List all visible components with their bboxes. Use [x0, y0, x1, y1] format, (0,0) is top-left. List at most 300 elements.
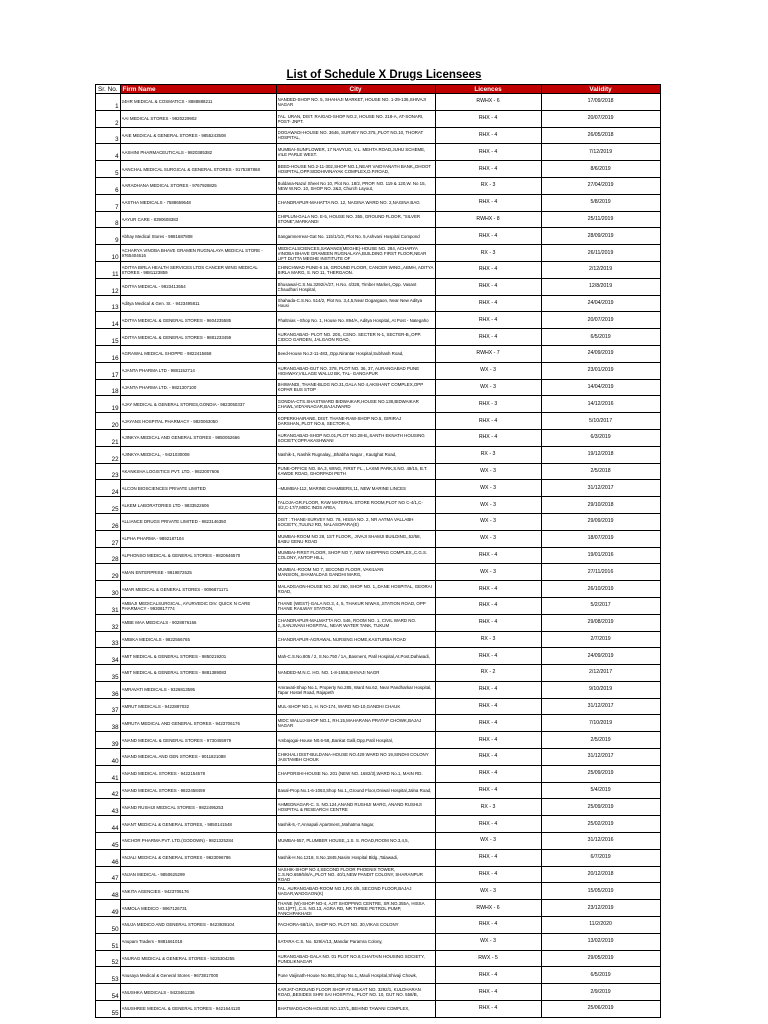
cell-city-text: MIDC WALUJ-SHOP NO.1, RH.15,MAHARANA PRATAP CHOWK,BAJAJ NAGAR — [277, 718, 422, 729]
cell-city — [276, 463, 435, 480]
cell-firm-name — [120, 665, 276, 682]
cell-licence: RHX - 4 — [435, 429, 541, 446]
cell-licence: WX - 3 — [435, 833, 541, 850]
cell-city-text: KARJAT-GROUND FLOOR SHOP AT MILKAT NO. 3292/1, KULDHARAN ROAD,,BESIDES SHRI SAI HOSPITAL, PLOT NO. 10, GUT NO. 558/B, — [277, 987, 421, 998]
cell-firm-name — [120, 547, 276, 564]
cell-validity: 20/07/2019 — [541, 312, 660, 329]
table-row — [96, 463, 661, 480]
cell-city-text: TAL. AURANGABAD-ROOM NO 1,RX 4/5, SECOND FLOOR,BAJAJ NAGAR,WADGAON(K) — [277, 886, 412, 897]
cell-firm-name-text: 24HR MEDICAL & COSMATICS - 8888888211 — [121, 99, 213, 105]
cell-city-text: DIST : THANE-SURVEY NO. 78, HISSA NO. 2, NR AATMA VALLABH SOCIETY,,TULINJ RD, NALASOPARA(E) — [277, 516, 414, 527]
cell-licence: WX - 3 — [435, 530, 541, 547]
table-row — [96, 127, 661, 144]
cell-firm-name — [120, 261, 276, 278]
table-row — [96, 261, 661, 278]
cell-firm-name-text: ANAND MEDICAL & GENERAL STORES - 9730455979 — [121, 737, 232, 743]
cell-licence: WX - 3 — [435, 933, 541, 950]
table-row — [96, 833, 661, 850]
cell-firm-name-text: ANKITA AGENCIES - 9423706176 — [121, 888, 189, 894]
cell-licence: RHX - 4 — [435, 127, 541, 144]
table-row — [96, 749, 661, 766]
table-row — [96, 782, 661, 799]
cell-validity: 7/10/2019 — [541, 715, 660, 732]
table-row — [96, 917, 661, 934]
cell-city — [276, 665, 435, 682]
cell-sr: 8 — [96, 211, 121, 228]
cell-city-text: MUMBAI-ROOM NO 28, 1ST FLOOR,, JIVAJI SHAMJI BUILDING,,52/58, BABU GENU ROAD — [277, 533, 421, 544]
cell-city-text: Ambajogai-House N0.6-58,,Bankat Galli,Opp.Patil Hospital, — [277, 737, 393, 743]
cell-city — [276, 917, 435, 934]
cell-validity: 24/09/2019 — [541, 648, 660, 665]
cell-firm-name-text: AMAN ENTERPRISE - 9819872625 — [121, 569, 192, 575]
cell-sr: 40 — [96, 749, 121, 766]
cell-sr: 54 — [96, 984, 121, 1001]
cell-city-text: MUMBAI.-ROOM NO 7, SECOND FLOOR, VAKILVAN MANSION,,SHAMALDAS GANDHI MARG, — [277, 567, 384, 578]
cell-city — [276, 816, 435, 833]
cell-sr: 3 — [96, 127, 121, 144]
cell-city — [276, 933, 435, 950]
cell-sr: 16 — [96, 345, 121, 362]
cell-firm-name — [120, 396, 276, 413]
cell-firm-name-text: Aditya Medical & Gen. St. - 9423495811 — [121, 300, 200, 306]
cell-firm-name — [120, 177, 276, 194]
cell-validity: 8/6/2019 — [541, 161, 660, 178]
cell-validity: 27/04/2019 — [541, 177, 660, 194]
cell-city — [276, 228, 435, 245]
cell-city-text: GONDIA-CTS.SHASTWARD BIDWAIKAR,HOUSE NO.138,BIDWAIKAR CHAWL,VIDYANAGAR,BAJAJWARD — [277, 399, 419, 410]
cell-firm-name — [120, 161, 276, 178]
cell-city — [276, 177, 435, 194]
cell-validity: 9/10/2019 — [541, 681, 660, 698]
cell-firm-name-text: AGRAWAL MEDICAL SHOPPE - 9822415658 — [121, 351, 212, 357]
cell-city-text: AURANGABAD-SHOP NO.01,PLOT NO.28-B,,SANTH EKNATH HOUSING SOCIETY,OPP.AKASHWANI — [277, 432, 425, 443]
cell-city-text: Nashik-5,-7,Annapali Apartment,,Mahatma Nagar, — [277, 821, 375, 827]
cell-city — [276, 329, 435, 346]
cell-firm-name — [120, 94, 276, 111]
cell-firm-name-text: AJAY MEDICAL & GENERAL STORES,GONDIA - 9823050337 — [121, 401, 245, 407]
cell-city-text: Amravati-Shop No.1, Property No.285, Ward No.62, Near Pandharkar Hospital, Tapar Hostel Road, Rajapeth — [277, 684, 432, 695]
cell-licence: RHX - 4 — [435, 312, 541, 329]
cell-licence: RHX - 4 — [435, 749, 541, 766]
cell-city — [276, 161, 435, 178]
cell-city-text: Sangamnerrear-Gat No. 115/1/1/2, Plot No. 5,Ashvani Hospital Compond — [277, 233, 420, 239]
cell-city — [276, 849, 435, 866]
cell-firm-name — [120, 312, 276, 329]
cell-firm-name — [120, 597, 276, 614]
cell-city-text: DOGAWADI-HOUSE NO. 3646, SURVEY NO.375,,PLOT NO.10, THORAT HOSPITAL, — [277, 130, 424, 141]
table-row — [96, 513, 661, 530]
cell-sr: 18 — [96, 379, 121, 396]
cell-city — [276, 883, 435, 900]
table-row — [96, 698, 661, 715]
cell-validity: 29/05/2019 — [541, 950, 660, 967]
table-row — [96, 228, 661, 245]
cell-city — [276, 94, 435, 111]
cell-city-text: BHIWANDI, THANE-BLDG NO.31,GALA NO 4,AKSHANT COMPLEX,OPP KOPAR BUS STOP — [277, 382, 424, 393]
cell-validity: 6/7/2019 — [541, 849, 660, 866]
cell-city — [276, 950, 435, 967]
cell-city-text: AURANGABAD- PLOT NO. 20S, CSNO. SECTER N-1, SECTER-B,,OPP. CIDCO GARDEN, JALGAON ROAD, — [277, 332, 422, 343]
table-row — [96, 984, 661, 1001]
cell-firm-name-text: AASHINI PHARMACEUTICALS - 9820385382 — [121, 149, 213, 155]
cell-validity: 13/02/2019 — [541, 933, 660, 950]
cell-sr: 24 — [96, 480, 121, 497]
cell-city-text: CHANDRAPUR-MALMATTA NO. 546, ROOM NO. 1, CIVIL WARD NO. 2,,SANJIVANI HOSPITAL, NEAR WATER TANK, TUKUM — [277, 617, 417, 628]
cell-firm-name-text: ANJAN MEDICAL - 9850625299 — [121, 872, 185, 878]
cell-city-text: Phaltnias --Shop No. 1, House No. 894/A, Aditya Hospital,,At Post - Nategaho — [277, 317, 429, 323]
cell-licence: RHX - 4 — [435, 547, 541, 564]
table-header-row — [96, 85, 661, 94]
cell-firm-name-text: ANCHOR PHARMA PVT. LTD.(GODOWN) - 9821325284 — [121, 838, 234, 844]
cell-validity: 29/10/2018 — [541, 497, 660, 514]
cell-validity: 14/04/2019 — [541, 379, 660, 396]
cell-licence: WX - 3 — [435, 463, 541, 480]
cell-firm-name — [120, 497, 276, 514]
cell-city — [276, 396, 435, 413]
cell-city-text: BEED-HOUSE NO.2-11-302,SHOP NO.1,NEAR VAIDYANATH BANK,,DHOOT HOSPITAL,OPP.SIDDHIVINAYAK COMPLEX,D.P.ROAD, — [277, 164, 432, 175]
cell-sr: 52 — [96, 950, 121, 967]
cell-city — [276, 715, 435, 732]
document-title — [0, 69, 768, 81]
cell-firm-name-text: ANUSHKA MEDICALS - 9423461236 — [121, 989, 195, 995]
cell-city — [276, 631, 435, 648]
cell-city-text: NANDED-M.N.C. HO. NO. 1-8-1558,SHIVAJI NAGR — [277, 670, 380, 676]
cell-licence: RX - 2 — [435, 665, 541, 682]
table-row — [96, 278, 661, 295]
cell-firm-name-text: ALCON BIOSCIENCES PRIVATE LIMITED — [121, 485, 206, 491]
cell-licence: RHX - 4 — [435, 329, 541, 346]
cell-validity: 23/01/2019 — [541, 362, 660, 379]
cell-sr: 13 — [96, 295, 121, 312]
cell-firm-name — [120, 110, 276, 127]
cell-validity: 28/09/2019 — [541, 228, 660, 245]
cell-city-text: Buldana-Nazul Sheet No 10, Plot No. 18/2, PROP. NO. 119 & 120,W. No 15, NEW W.NO. 10, SHOP NO. 2&3, Church Layout, — [277, 180, 426, 191]
cell-city-text: NASHIK-SHOP NO 4,SECOND FLOOR PHOENIX TOWER, C.S.NO.659/5/6/A,,PLOT NO. 40/1,NEW PANDIT COLONY, SHARANPUR ROAD — [277, 867, 423, 883]
cell-licence: RHX - 4 — [435, 110, 541, 127]
cell-city-text: SATARA-C.S. No. 529/A/13,,Mandar Paramra Colony, — [277, 939, 383, 945]
cell-city — [276, 782, 435, 799]
cell-city — [276, 345, 435, 362]
cell-city — [276, 110, 435, 127]
cell-validity: 2/7/2019 — [541, 631, 660, 648]
cell-firm-name — [120, 900, 276, 917]
cell-firm-name — [120, 765, 276, 782]
cell-firm-name — [120, 362, 276, 379]
cell-sr: 47 — [96, 866, 121, 883]
cell-firm-name-text: ACHARYA VINOBA BHAVE GRAMEN RUGNALAYA MEDICAL STORE - 9765404616 — [121, 248, 263, 259]
cell-licence: RWHX - 6 — [435, 900, 541, 917]
cell-firm-name — [120, 513, 276, 530]
cell-city — [276, 278, 435, 295]
cell-validity: 5/4/2019 — [541, 782, 660, 799]
cell-city — [276, 379, 435, 396]
cell-firm-name-text: ANUJA MEDICO AND GENERAL STORES - 9423939104 — [121, 922, 235, 928]
cell-firm-name-text: AKANKSHA LOGISTICS PVT. LTD. - 9822007606 — [121, 468, 220, 474]
cell-firm-name-text: Abhay Medical Stores - 9881687808 — [121, 233, 193, 239]
cell-validity: 6/5/2019 — [541, 967, 660, 984]
table-row — [96, 849, 661, 866]
cell-licence: RHX - 4 — [435, 261, 541, 278]
cell-firm-name — [120, 127, 276, 144]
cell-firm-name — [120, 849, 276, 866]
table-row — [96, 665, 661, 682]
cell-licence: RHX - 4 — [435, 967, 541, 984]
cell-licence: RHX - 4 — [435, 866, 541, 883]
cell-licence: WX - 3 — [435, 883, 541, 900]
cell-sr: 12 — [96, 278, 121, 295]
cell-firm-name-text: AMBE MAA MEDICALS - 9028876166 — [121, 620, 197, 626]
cell-city — [276, 833, 435, 850]
table-row — [96, 883, 661, 900]
cell-firm-name — [120, 833, 276, 850]
cell-validity: 31/12/2016 — [541, 833, 660, 850]
table-row — [96, 94, 661, 111]
cell-sr: 28 — [96, 547, 121, 564]
cell-firm-name-text: AAIE MEDICAL & GENERAL STORES - 9855243508 — [121, 132, 226, 138]
table-row — [96, 900, 661, 917]
table-row — [96, 211, 661, 228]
cell-licence: RHX - 4 — [435, 681, 541, 698]
cell-licence: RHX - 4 — [435, 161, 541, 178]
column-header-sr: Sr. No. — [96, 85, 121, 94]
cell-sr: 30 — [96, 581, 121, 598]
cell-firm-name-text: Anupam Traders - 9881661018 — [121, 939, 183, 945]
cell-sr: 49 — [96, 900, 121, 917]
cell-sr: 35 — [96, 665, 121, 682]
cell-city — [276, 144, 435, 161]
cell-sr: 46 — [96, 849, 121, 866]
cell-firm-name-text: AASTHA MEDICALS - 7588659648 — [121, 200, 191, 206]
cell-firm-name-text: ANAND RUSHIJI MEDICAL STORES - 9822495253 — [121, 804, 224, 810]
cell-firm-name-text: AMBAJI MEDICALSURGICAL, AYURVEDIC DIV. QUICK N CARE PHARMACY - 9930817774 — [121, 600, 251, 611]
cell-licence: RHX - 4 — [435, 732, 541, 749]
table-row — [96, 194, 661, 211]
cell-city — [276, 967, 435, 984]
cell-validity: 25/06/2019 — [541, 1001, 660, 1018]
cell-firm-name — [120, 799, 276, 816]
cell-sr: 23 — [96, 463, 121, 480]
cell-city-text: Basal-Prop.No.1-6-1063,Shop No.1,,Ground Floor,Oniwal Hospital,Jalna Road, — [277, 788, 432, 794]
table-row — [96, 446, 661, 463]
cell-sr: 45 — [96, 833, 121, 850]
cell-city-text: Shahada-C.S.No. 514/2, Plot No. 3,4,5,Near Dogargaon, Near New Aditya Housi — [277, 298, 423, 309]
cell-city-text: KOPERKHAIRANE, DIST. THANE-RAW-SHOP NO.5, GIRIRAJ DARSHAN,,PLOT NO.6, SECTOR-4, — [277, 416, 402, 427]
cell-firm-name — [120, 749, 276, 766]
cell-sr: 50 — [96, 917, 121, 934]
cell-licence: RHX - 4 — [435, 614, 541, 631]
cell-sr: 48 — [96, 883, 121, 900]
cell-licence: RHX - 4 — [435, 278, 541, 295]
table-row — [96, 480, 661, 497]
cell-city-text: Mah-C.S.No.805 / 2, S.No.750 / 1A,,Basment, Patil Hospital,At.Post.Dahiwadi, — [277, 653, 430, 659]
cell-firm-name-text: AMAR MEDICAL & GENERAL STORES - 9096871171 — [121, 586, 229, 592]
table-body — [96, 94, 661, 1018]
cell-firm-name-text: AAI MEDICAL STORES - 9920229902 — [121, 116, 197, 122]
cell-sr: 22 — [96, 446, 121, 463]
cell-sr: 51 — [96, 933, 121, 950]
cell-firm-name-text: ANANT MEDICAL & GENERAL STORES, - 9850141548 — [121, 821, 232, 827]
cell-sr: 14 — [96, 312, 121, 329]
cell-firm-name-text: AMIT MEDICAL & GENERAL STORES - 9881389083 — [121, 670, 227, 676]
table-row — [96, 295, 661, 312]
cell-firm-name-text: ALPHA PHARMA - 9892187104 — [121, 536, 184, 542]
cell-validity: 25/09/2019 — [541, 799, 660, 816]
cell-validity: 26/05/2018 — [541, 127, 660, 144]
cell-sr: 21 — [96, 429, 121, 446]
cell-validity: 19/01/2016 — [541, 547, 660, 564]
cell-validity: 25/11/2019 — [541, 211, 660, 228]
cell-firm-name — [120, 631, 276, 648]
cell-validity: 6/5/2019 — [541, 329, 660, 346]
cell-sr: 43 — [96, 799, 121, 816]
table-row — [96, 799, 661, 816]
cell-validity: 5/10/2017 — [541, 413, 660, 430]
cell-sr: 5 — [96, 161, 121, 178]
cell-licence: RHX - 3 — [435, 396, 541, 413]
cell-firm-name-text: ANAND MEDICAL STORES - 9422154578 — [121, 771, 206, 777]
cell-city-text: Nashik-1, Nashik Rugnalay,,,Bhabha Nagar , Kautghat Road, — [277, 452, 397, 458]
cell-licence: RWHX - 8 — [435, 211, 541, 228]
cell-firm-name-text: ANAND MEDICAL STORES - 9822458459 — [121, 788, 206, 794]
cell-licence: RWHX - 7 — [435, 345, 541, 362]
cell-city — [276, 564, 435, 581]
cell-sr: 1 — [96, 94, 121, 111]
cell-firm-name-text: ADITYA MEDICAL - 9923413554 — [121, 284, 186, 290]
cell-licence: RHX - 4 — [435, 228, 541, 245]
table-row — [96, 967, 661, 984]
cell-city — [276, 900, 435, 917]
cell-validity: 20/12/2018 — [541, 866, 660, 883]
cell-firm-name-text: ALKEM LABORATORIES LTD - 9833522606 — [121, 502, 209, 508]
cell-city-text: BHATWADGAON-HOUSE NO.137/1,,BEHIND TAWANI COMPLEX, — [277, 1006, 410, 1012]
cell-sr: 32 — [96, 614, 121, 631]
table-row — [96, 245, 661, 262]
cell-sr: 38 — [96, 715, 121, 732]
cell-licence: RX - 3 — [435, 245, 541, 262]
cell-city-text: MUMBAI-FIRST FLOOR, SHOP NO 7, NEW SHOPPING COMPLEX,,C.G.S. COLONY, ANTOP HILL, — [277, 550, 428, 561]
table-row — [96, 312, 661, 329]
document-title-text: List of Schedule X Drugs Licensees — [286, 69, 482, 81]
cell-sr: 33 — [96, 631, 121, 648]
cell-firm-name — [120, 984, 276, 1001]
cell-firm-name — [120, 564, 276, 581]
cell-sr: 17 — [96, 362, 121, 379]
cell-validity: 15/05/2019 — [541, 883, 660, 900]
cell-validity: 19/12/2018 — [541, 446, 660, 463]
licensees-table — [95, 84, 661, 1018]
cell-validity: 31/12/2017 — [541, 698, 660, 715]
cell-firm-name-text: AAYUR CARE - 8390608383 — [121, 216, 179, 222]
cell-validity: 24/09/2019 — [541, 345, 660, 362]
column-header-firm: Firm Name — [120, 85, 276, 94]
table-row — [96, 177, 661, 194]
cell-city — [276, 698, 435, 715]
cell-city-text: MUMBAI-SUNFLOWER, 17 NAVYUG, V.L. MEHTA ROAD,JUHU SCHEME, VILE PARLE WEST. — [277, 147, 426, 158]
table-row — [96, 362, 661, 379]
cell-licence: RHX - 4 — [435, 144, 541, 161]
cell-sr: 27 — [96, 530, 121, 547]
table-row — [96, 715, 661, 732]
cell-sr: 20 — [96, 413, 121, 430]
cell-city — [276, 312, 435, 329]
cell-sr: 6 — [96, 177, 121, 194]
column-header-validity: Validity — [541, 85, 660, 94]
cell-validity: 29/08/2019 — [541, 614, 660, 631]
cell-firm-name — [120, 446, 276, 463]
cell-firm-name — [120, 345, 276, 362]
cell-licence: RHX - 4 — [435, 194, 541, 211]
table-row — [96, 933, 661, 950]
cell-firm-name — [120, 648, 276, 665]
cell-city-text: CHANDRAPUR-AGRAWAL NURSING HOME,KASTURBA ROAD — [277, 636, 406, 642]
cell-city — [276, 295, 435, 312]
cell-sr: 31 — [96, 597, 121, 614]
cell-licence: RHX - 4 — [435, 1001, 541, 1018]
cell-city — [276, 513, 435, 530]
cell-city — [276, 362, 435, 379]
cell-firm-name-text: AMRUTA MEDICAL AND GENERAL STORES - 9423706176 — [121, 720, 240, 726]
cell-city — [276, 648, 435, 665]
cell-validity: 2/5/2019 — [541, 732, 660, 749]
cell-firm-name — [120, 614, 276, 631]
cell-firm-name-text: ALPHONSO MEDICAL & GENERAL STORES - 9820646570 — [121, 552, 241, 558]
cell-sr: 29 — [96, 564, 121, 581]
cell-validity: 27/11/2016 — [541, 564, 660, 581]
cell-firm-name — [120, 816, 276, 833]
cell-firm-name — [120, 530, 276, 547]
cell-firm-name — [120, 480, 276, 497]
table-row — [96, 396, 661, 413]
cell-firm-name-text: AJANTA PHARMA LTD. - 9821307100 — [121, 384, 197, 390]
table-row — [96, 1001, 661, 1018]
cell-sr: 15 — [96, 329, 121, 346]
cell-city — [276, 1001, 435, 1018]
cell-city-text: THANE (W)-SHOP NO-4, AJIT SHOPPING CENTRE, SR.NO.355A, HISSA NO.1(PT),,C.S. NO.13, AGRA RD, NR THREE PETROL PUMP, PANCHPAKHADI — [277, 900, 425, 916]
table-row — [96, 581, 661, 598]
cell-sr: 2 — [96, 110, 121, 127]
cell-firm-name-text: ADITYA MEDICAL & GENERAL STORES - 9604235585 — [121, 317, 232, 323]
cell-sr: 26 — [96, 513, 121, 530]
cell-city — [276, 429, 435, 446]
cell-sr: 42 — [96, 782, 121, 799]
cell-sr: 34 — [96, 648, 121, 665]
cell-firm-name-text: Anusaya Medical & General Stores - 9673817000 — [121, 972, 219, 978]
cell-licence: WX - 3 — [435, 564, 541, 581]
cell-city — [276, 765, 435, 782]
cell-validity: 26/10/2019 — [541, 581, 660, 598]
cell-licence: RX - 3 — [435, 446, 541, 463]
cell-validity: 25/09/2019 — [541, 765, 660, 782]
cell-firm-name — [120, 211, 276, 228]
cell-validity: 25/02/2019 — [541, 816, 660, 833]
cell-licence: RHX - 4 — [435, 648, 541, 665]
cell-firm-name-text: AARADHANA MEDICAL STORES - 9767928825 — [121, 183, 217, 189]
cell-city-text: TAL. URAN, DIST. RAIGAD-SHOP NO.2, HOUSE NO. 218-A, AT-SONARI, POST- JNPT. — [277, 113, 424, 124]
cell-validity: 5/2/2017 — [541, 597, 660, 614]
cell-city-text: CHANDRAPUR-MAHATTA NO. 12, NAGINA WARD NO. 2,NAGINA BAG — [277, 200, 420, 206]
cell-firm-name — [120, 228, 276, 245]
cell-licence: RX - 3 — [435, 631, 541, 648]
cell-sr: 7 — [96, 194, 121, 211]
table-row — [96, 866, 661, 883]
cell-firm-name — [120, 1001, 276, 1018]
cell-licence: WX - 3 — [435, 379, 541, 396]
cell-city-text: AURANGABAD-GUT NO. 378, PLOT NO. 36, 37, AURANGABAD PUNE HIGHWAY,VILLAGE WALUJ BK, TAL- GANGAPUR — [277, 365, 420, 376]
cell-firm-name — [120, 194, 276, 211]
cell-city — [276, 245, 435, 262]
table-row — [96, 379, 661, 396]
cell-sr: 37 — [96, 698, 121, 715]
